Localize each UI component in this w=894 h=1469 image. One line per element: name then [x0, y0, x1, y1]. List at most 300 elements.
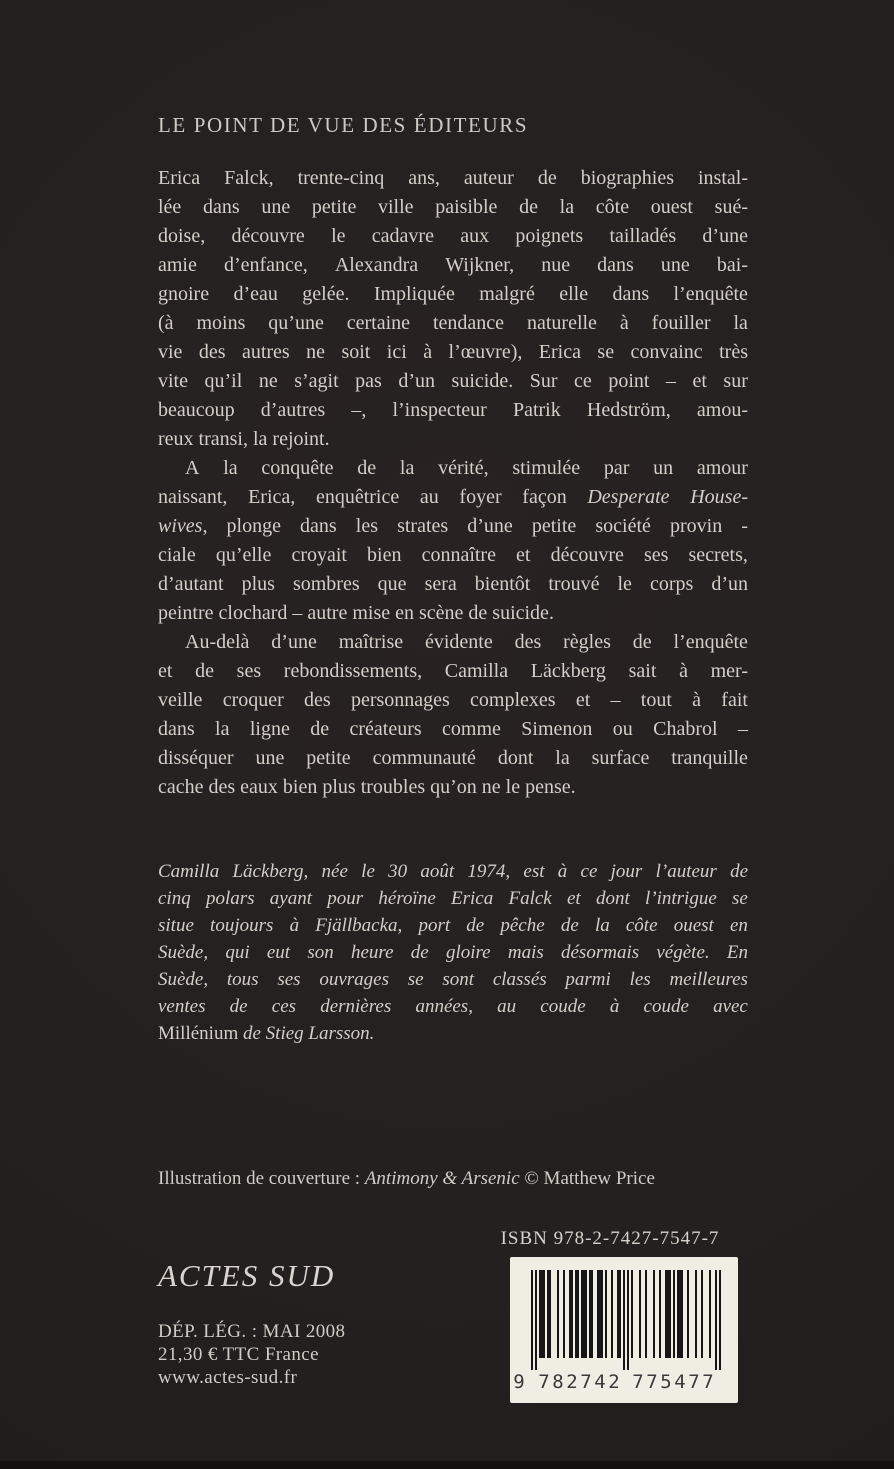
word-token: [730, 912, 748, 939]
text-run: strates: [397, 515, 449, 537]
text-run: trouvé: [548, 573, 600, 595]
text-line: [158, 280, 748, 309]
word-token: [597, 251, 634, 280]
word-token: [452, 367, 514, 396]
word-token: [205, 367, 243, 396]
text-run: meilleures: [669, 969, 748, 990]
word-token: [460, 222, 489, 251]
word-token: [357, 454, 376, 483]
text-run: végète.: [656, 942, 710, 963]
word-token: [250, 715, 290, 744]
text-run: son: [307, 942, 334, 963]
word-token: [596, 885, 630, 912]
word-token: [674, 628, 748, 657]
text-run: nue: [541, 254, 571, 276]
word-token: [513, 396, 561, 425]
text-run: le: [361, 861, 375, 882]
text-run: coude: [643, 996, 689, 1017]
word-token: [451, 885, 493, 912]
text-run: ici: [386, 341, 407, 363]
word-token: [227, 512, 281, 541]
svg-text:5: 5: [660, 1371, 672, 1393]
text-run: des: [198, 341, 226, 363]
word-token: [372, 222, 434, 251]
word-token: [500, 912, 544, 939]
text-line: [158, 425, 748, 454]
publisher-website: www.actes-sud.fr: [158, 1367, 298, 1388]
text-run: reux transi, la rejoint.: [158, 428, 330, 450]
text-line: [158, 338, 748, 367]
text-run: tailladés: [609, 225, 677, 247]
text-run: Suède,: [158, 969, 209, 990]
word-token: [339, 628, 403, 657]
text-run: se: [597, 341, 615, 363]
text-run: en: [729, 915, 748, 936]
text-run: dans: [612, 283, 650, 305]
text-run: ouvrages: [319, 969, 389, 990]
word-token: [561, 939, 639, 966]
barcode-bars: [510, 1266, 738, 1394]
word-token: [335, 251, 418, 280]
word-token: [267, 939, 290, 966]
text-run: avec: [713, 996, 748, 1017]
text-run: Falck: [508, 888, 552, 909]
word-token: [378, 885, 435, 912]
word-token: [576, 686, 590, 715]
text-run: Erica,: [248, 486, 296, 508]
word-token: [466, 912, 484, 939]
word-token: [408, 966, 424, 993]
text-line: [158, 164, 748, 193]
text-run: qui: [225, 942, 250, 963]
text-run: l’enquête: [673, 631, 748, 653]
text-run: Desperate: [587, 486, 670, 508]
svg-text:9: 9: [513, 1371, 525, 1393]
word-token: [293, 570, 360, 599]
word-token: [306, 338, 325, 367]
word-token: [656, 939, 709, 966]
text-run: elle: [559, 283, 589, 305]
word-token: [717, 251, 748, 280]
word-token: [361, 858, 375, 885]
text-run: société: [595, 515, 651, 537]
word-token: [327, 885, 363, 912]
text-run: dans: [597, 254, 634, 276]
text-run: soit: [341, 341, 371, 363]
word-token: [498, 744, 534, 773]
legal-deposit-line: DÉP. LÉG. : MAI 2008: [158, 1321, 346, 1342]
text-run: la: [223, 457, 238, 479]
text-run: de: [195, 660, 214, 682]
text-run: Au-delà: [185, 631, 250, 653]
text-run: les: [629, 969, 651, 990]
text-line: [158, 367, 748, 396]
text-run: ans,: [408, 167, 440, 189]
word-token: [508, 939, 544, 966]
word-token: [581, 164, 674, 193]
word-token: [563, 628, 611, 657]
text-run: En: [726, 942, 748, 963]
text-run: sont: [442, 969, 475, 990]
word-token: [711, 657, 748, 686]
text-run: la: [555, 747, 570, 769]
text-line: [158, 939, 748, 966]
word-token: [291, 541, 347, 570]
word-token: [719, 338, 748, 367]
text-run: polars: [205, 888, 255, 909]
word-token: [475, 570, 531, 599]
word-token: [596, 193, 629, 222]
text-run: provin: [670, 515, 723, 537]
word-token: [423, 338, 432, 367]
text-run: maîtrise: [338, 631, 404, 653]
text-run: dans: [202, 196, 240, 218]
text-run: aux: [460, 225, 490, 247]
text-run: foyer: [459, 486, 502, 508]
text-run: Illustration de couverture :: [158, 1168, 365, 1189]
text-run: d’une: [702, 225, 748, 247]
word-token: [411, 939, 429, 966]
text-line: [158, 570, 748, 599]
text-run: l’enquête: [673, 283, 748, 305]
word-token: [199, 338, 226, 367]
word-token: [259, 367, 278, 396]
text-run: biographies: [580, 167, 675, 189]
text-run: pêche: [500, 915, 545, 936]
svg-text:2: 2: [566, 1371, 578, 1393]
text-run: bai-: [716, 254, 748, 276]
word-token: [653, 715, 717, 744]
word-token: [595, 912, 610, 939]
word-token: [559, 280, 588, 309]
text-line: [158, 628, 748, 657]
word-token: [738, 715, 748, 744]
text-run: plonge: [226, 515, 281, 537]
text-run: ligne: [249, 718, 290, 740]
word-token: [158, 858, 219, 885]
svg-text:2: 2: [608, 1371, 620, 1393]
text-run: à: [619, 312, 629, 334]
text-run: côte: [595, 196, 630, 218]
word-token: [206, 885, 255, 912]
word-token: [331, 222, 345, 251]
text-run: 30: [388, 861, 408, 882]
text-run: d’autant: [158, 573, 224, 595]
text-run: dans: [158, 718, 195, 740]
text-run: Erica: [451, 888, 494, 909]
word-token: [541, 251, 570, 280]
cover-bottom-edge: [0, 1461, 894, 1469]
text-run: sera: [424, 573, 457, 595]
text-run: coude: [540, 996, 586, 1017]
text-run: créateurs: [349, 718, 422, 740]
text-run: dernières: [320, 996, 392, 1017]
text-run: situe: [158, 915, 194, 936]
text-run: –: [610, 689, 621, 711]
text-line: [158, 512, 748, 541]
word-token: [674, 912, 714, 939]
paragraph: [158, 164, 748, 454]
text-run: se: [407, 969, 424, 990]
text-run: comme: [442, 718, 501, 740]
text-run: ou: [612, 718, 633, 740]
text-run: croyait: [291, 544, 347, 566]
text-run: mais: [507, 942, 544, 963]
text-run: ouest: [650, 196, 693, 218]
word-token: [597, 338, 614, 367]
word-token: [609, 222, 676, 251]
word-token: [732, 885, 748, 912]
text-run: vérité,: [438, 457, 489, 479]
word-token: [242, 570, 275, 599]
word-token: [464, 164, 514, 193]
text-run: petite: [306, 747, 351, 769]
text-run: surface: [591, 747, 650, 769]
word-token: [449, 338, 523, 367]
word-token: [611, 686, 621, 715]
word-token: [158, 541, 196, 570]
text-run: connaître: [421, 544, 496, 566]
text-run: Sur: [529, 370, 558, 392]
text-run: peintre clochard – autre mise en scène de suicide.: [158, 602, 554, 624]
text-run: la: [594, 915, 610, 936]
word-token: [392, 396, 486, 425]
text-run: tranquille: [671, 747, 748, 769]
text-run: d’une: [467, 515, 513, 537]
text-run: est: [523, 861, 545, 882]
word-token: [497, 993, 516, 1020]
text-line: [158, 483, 748, 512]
text-run: lée: [158, 196, 182, 218]
word-token: [223, 454, 237, 483]
text-run: Impliquée: [373, 283, 455, 305]
word-token: [158, 966, 208, 993]
text-run: cadavre: [371, 225, 434, 247]
text-run: cinq: [158, 888, 191, 909]
word-token: [185, 628, 249, 657]
text-run: s’agit: [294, 370, 339, 392]
text-run: disséquer: [158, 747, 234, 769]
word-token: [512, 454, 580, 483]
word-token: [532, 512, 576, 541]
word-token: [255, 744, 284, 773]
word-token: [560, 193, 574, 222]
word-token: [232, 858, 308, 885]
word-token: [237, 657, 261, 686]
word-token: [290, 912, 300, 939]
word-token: [523, 858, 544, 885]
word-token: [418, 912, 450, 939]
text-run: Läckberg: [530, 660, 606, 682]
text-run: vite: [158, 370, 188, 392]
text-run: Patrik: [512, 399, 561, 421]
word-token: [319, 966, 389, 993]
word-token: [653, 454, 673, 483]
text-run: complexes: [470, 689, 556, 711]
text-run: ne: [258, 370, 278, 392]
cover-illustration-credit: [158, 1168, 655, 1190]
text-run: © Matthew Price: [519, 1168, 655, 1189]
word-token: [527, 309, 597, 338]
text-run: port: [418, 915, 451, 936]
word-token: [521, 715, 592, 744]
text-run: classés: [492, 969, 547, 990]
text-run: amour: [696, 457, 748, 479]
word-token: [629, 657, 657, 686]
text-run: sur: [723, 370, 748, 392]
text-run: fouiller: [651, 312, 711, 334]
word-token: [158, 912, 194, 939]
text-line: [158, 966, 748, 993]
word-token: [378, 193, 414, 222]
word-token: [508, 885, 551, 912]
word-token: [224, 251, 308, 280]
word-token: [688, 541, 747, 570]
word-token: [697, 454, 748, 483]
text-run: la: [399, 457, 415, 479]
text-run: des: [304, 689, 331, 711]
word-token: [540, 993, 585, 1020]
word-token: [692, 367, 706, 396]
word-token: [261, 396, 325, 425]
word-token: [158, 222, 205, 251]
text-line: [158, 657, 748, 686]
text-run: corps: [649, 573, 694, 595]
word-token: [467, 512, 513, 541]
word-token: [493, 966, 547, 993]
word-token: [723, 367, 747, 396]
text-run: ventes: [158, 996, 206, 1017]
text-run: plus: [241, 573, 275, 595]
word-token: [670, 512, 722, 541]
text-line: [158, 222, 748, 251]
word-token: [522, 483, 566, 512]
word-token: [315, 912, 402, 939]
word-token: [387, 338, 407, 367]
text-run: Camilla: [158, 861, 220, 882]
word-token: [373, 744, 476, 773]
word-token: [158, 367, 188, 396]
text-run: heure: [350, 942, 394, 963]
word-token: [294, 367, 338, 396]
word-token: [195, 657, 214, 686]
text-line: [158, 715, 748, 744]
text-run: secrets,: [688, 544, 748, 566]
text-run: de: [310, 718, 330, 740]
text-run: Erica: [158, 167, 201, 189]
word-token: [158, 251, 197, 280]
word-token: [158, 993, 205, 1020]
text-run: une: [255, 747, 285, 769]
word-token: [374, 280, 455, 309]
text-line: [158, 251, 748, 280]
paragraph: [158, 858, 748, 1047]
text-run: croquer: [222, 689, 284, 711]
text-line: [158, 885, 748, 912]
text-run: Camilla: [444, 660, 509, 682]
word-token: [158, 280, 209, 309]
word-token: [666, 367, 676, 396]
word-token: [425, 628, 493, 657]
word-token: [270, 885, 312, 912]
word-token: [519, 193, 538, 222]
word-token: [438, 454, 489, 483]
word-token: [604, 454, 630, 483]
word-token: [551, 541, 624, 570]
svg-text:7: 7: [646, 1371, 658, 1393]
text-run: l’auteur: [655, 861, 717, 882]
isbn-label: ISBN 978-2-7427-7547-7: [500, 1228, 720, 1249]
text-run: ouest: [673, 915, 714, 936]
text-run: Läckberg,: [232, 861, 309, 882]
svg-text:7: 7: [688, 1371, 700, 1393]
text-run: moins: [196, 312, 246, 334]
word-token: [650, 570, 693, 599]
word-token: [158, 570, 224, 599]
word-token: [300, 512, 337, 541]
word-token: [320, 993, 391, 1020]
word-token: [733, 309, 747, 338]
word-token: [445, 251, 514, 280]
word-token: [613, 715, 633, 744]
word-token: [620, 309, 629, 338]
word-token: [671, 744, 748, 773]
word-token: [203, 193, 240, 222]
text-line: [158, 193, 748, 222]
word-token: [442, 966, 474, 993]
text-run: amie: [158, 254, 197, 276]
text-run: toujours: [210, 915, 274, 936]
word-token: [692, 686, 701, 715]
word-token: [679, 657, 688, 686]
word-token: [608, 367, 649, 396]
text-run: héroïne: [378, 888, 436, 909]
text-run: –: [737, 718, 748, 740]
text-run: Antimony & Arsenic: [364, 1168, 520, 1189]
word-token: [610, 993, 620, 1020]
text-run: Hedström,: [586, 399, 671, 421]
text-run: très: [719, 341, 748, 363]
text-run: d’autres: [260, 399, 326, 421]
word-token: [446, 939, 491, 966]
text-run: à: [679, 660, 688, 682]
word-token: [558, 858, 568, 885]
word-token: [307, 939, 333, 966]
text-run: doise,: [158, 225, 206, 247]
word-token: [350, 715, 422, 744]
word-token: [459, 483, 501, 512]
text-run: la: [733, 312, 748, 334]
word-token: [158, 338, 182, 367]
text-run: dans: [300, 515, 337, 537]
text-run: paisible: [435, 196, 498, 218]
svg-text:4: 4: [674, 1371, 686, 1393]
word-token: [306, 744, 350, 773]
text-run: -: [741, 515, 748, 537]
text-run: d’un: [711, 573, 748, 595]
text-line: [158, 541, 748, 570]
word-token: [355, 367, 382, 396]
text-run: de: [560, 915, 579, 936]
word-token: [158, 396, 235, 425]
text-line: [158, 912, 748, 939]
text-run: de: [466, 915, 485, 936]
ean-barcode: [510, 1257, 738, 1403]
text-run: Simenon: [521, 718, 593, 740]
text-run: ce: [574, 370, 592, 392]
word-token: [277, 966, 300, 993]
word-token: [227, 966, 259, 993]
